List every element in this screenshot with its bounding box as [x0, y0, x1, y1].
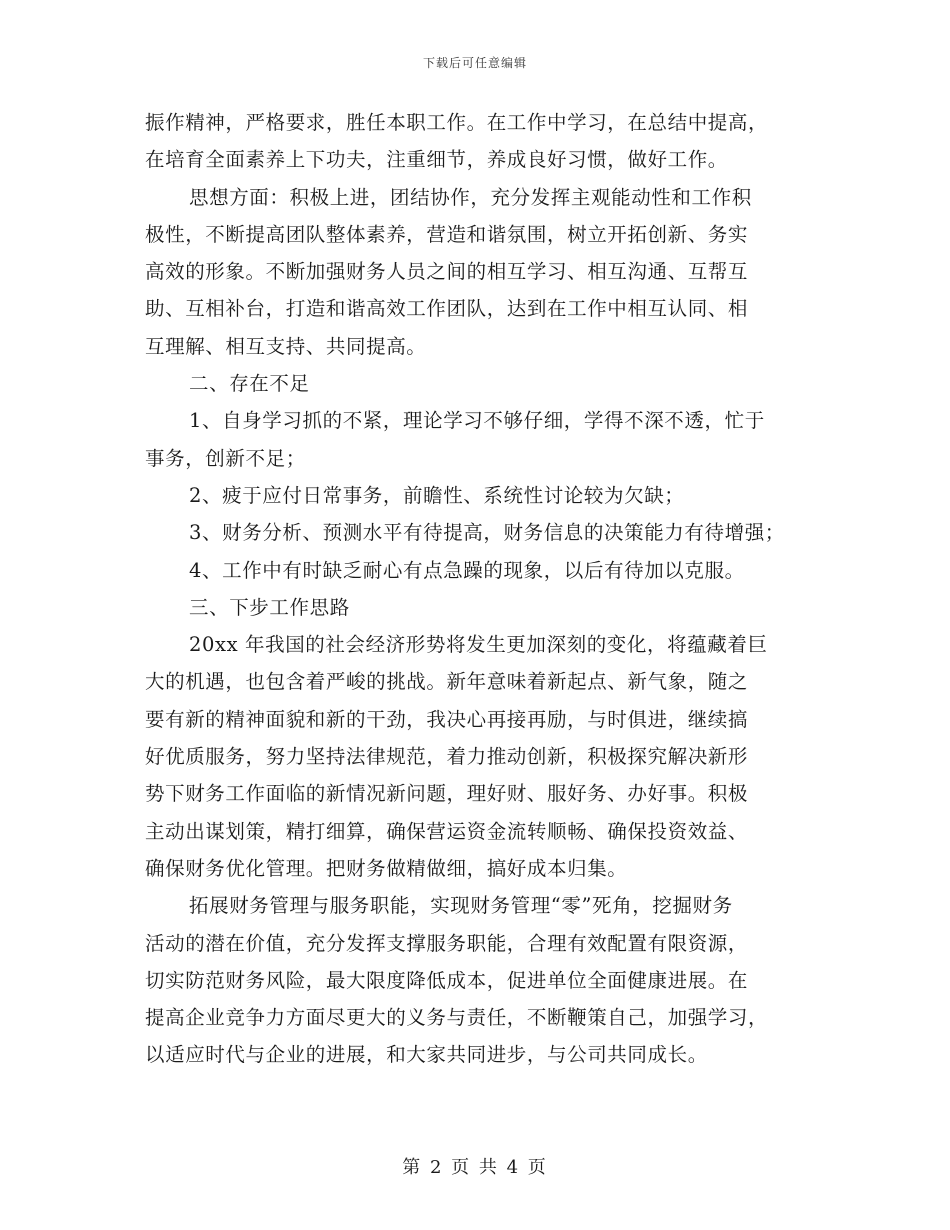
body-text [145, 104, 825, 1074]
text-line: 在培育全面素养上下功夫，注重细节，养成良好习惯，做好工作。 [145, 148, 728, 172]
text-line: 切实防范财务风险，最大限度降低成本，促进单位全面健康进展。在 [145, 968, 749, 992]
text-line: 势下财务工作面临的新情况新问题，理好财、服好务、办好事。积极 [145, 782, 749, 806]
text-line: 1、自身学习抓的不紧，理论学习不够仔细，学得不深不透，忙于 [189, 409, 765, 433]
text-line: 以适应时代与企业的进展，和大家共同进步，与公司共同成长。 [145, 1043, 708, 1067]
text-line: 3、财务分析、预测水平有待提高，财务信息的决策能力有待增强； [189, 521, 785, 545]
text-line: 高效的形象。不断加强财务人员之间的相互学习、相互沟通、互帮互 [145, 260, 749, 284]
text-line: 确保财务优化管理。把财务做精做细，搞好成本归集。 [145, 856, 628, 880]
text-line: 好优质服务，努力坚持法律规范，着力推动创新，积极探究解决新形 [145, 745, 749, 769]
text-line: 二、存在不足 [189, 372, 310, 396]
text-line: 互理解、相互支持、共同提高。 [145, 334, 427, 358]
text-line: 极性，不断提高团队整体素养，营造和谐氛围，树立开拓创新、务实 [145, 222, 749, 246]
text-line: 4、工作中有时缺乏耐心有点急躁的现象，以后有待加以克服。 [189, 558, 745, 582]
text-line: 20xx 年我国的社会经济形势将发生更加深刻的变化，将蕴藏着巨 [189, 633, 768, 657]
text-line: 拓展财务管理与服务职能，实现财务管理“零”死角，挖掘财务 [189, 894, 733, 918]
text-line: 事务，创新不足； [145, 446, 306, 470]
text-line: 助、互相补台，打造和谐高效工作团队，达到在工作中相互认同、相 [145, 297, 749, 321]
text-line: 2、疲于应付日常事务，前瞻性、系统性讨论较为欠缺； [189, 483, 685, 507]
page-footer: 第 2 页 共 4 页 [402, 1157, 548, 1178]
text-line: 提高企业竞争力方面尽更大的义务与责任，不断鞭策自己，加强学习， [145, 1006, 769, 1030]
text-line: 振作精神，严格要求，胜任本职工作。在工作中学习，在总结中提高， [145, 111, 769, 134]
page-header: 下载后可任意编辑 [422, 56, 527, 70]
text-line: 要有新的精神面貌和新的干劲，我决心再接再励，与时俱进，继续搞 [145, 707, 749, 731]
text-line: 主动出谋划策，精打细算，确保营运资金流转顺畅、确保投资效益、 [145, 819, 749, 843]
text-line: 三、下步工作思路 [189, 595, 350, 619]
text-line: 大的机遇，也包含着严峻的挑战。新年意味着新起点、新气象，随之 [145, 670, 749, 694]
text-line: 思想方面：积极上进，团结协作，充分发挥主观能动性和工作积 [189, 185, 752, 209]
text-line: 活动的潜在价值，充分发挥支撑服务职能，合理有效配置有限资源， [145, 931, 749, 955]
